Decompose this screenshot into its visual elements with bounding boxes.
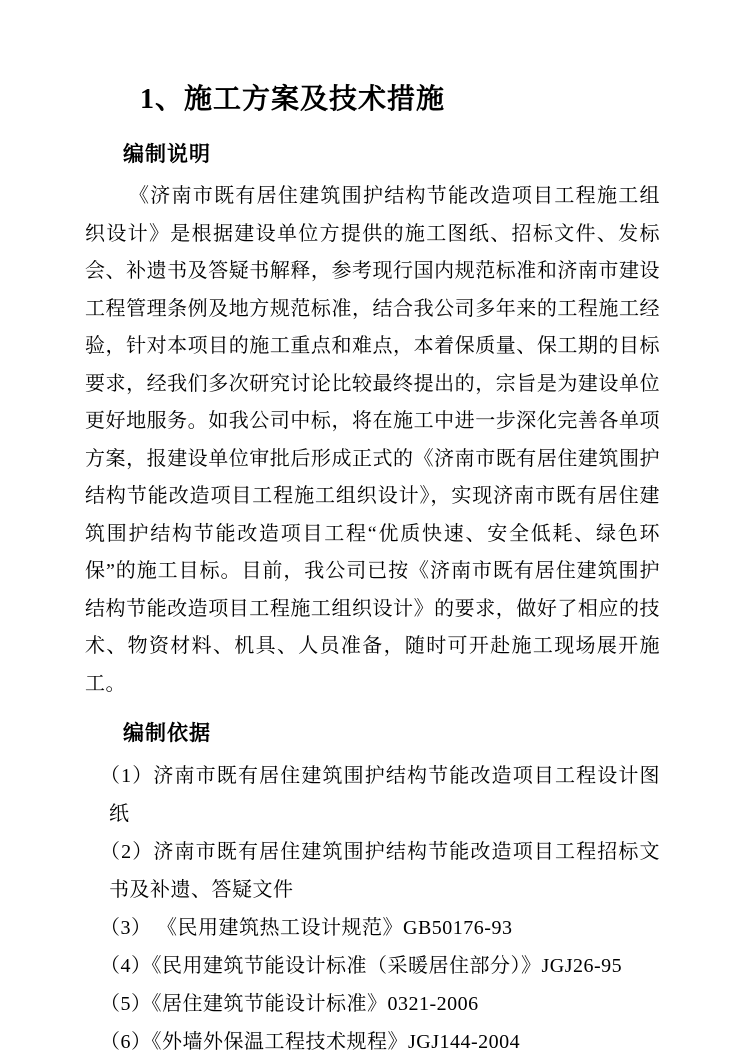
section-compilation-notes (85, 138, 660, 703)
document-title: 1、施工方案及技术措施 (140, 84, 446, 115)
reference-item-3: （3） 《民用建筑热工设计规范》GB50176-93 (100, 917, 513, 940)
reference-list (85, 757, 660, 1052)
compilation-notes-paragraph: 《济南市既有居住建筑围护结构节能改造项目工程施工组织设计》是根据建设单位方提供的施工图纸、招标文件、发标会、补遗书及答疑书解释，参考现行国内规范标准和济南市建设工程管理条例及地方规范标准，结合我公司多年来的工程施工经验，针对本项目的施工重点和难点，本着保质量、保工期的目标要求，经我们多次研究讨论比较最终提出的，宗旨是为建设单位更好地服务。如我公司中标，将在施工中进一步深化完善各单项方案，报建设单位审批后形成正式的《济南市既有居住建筑围护结构节能改造项目工程施工组织设计》，实现济南市既有居住建筑围护结构节能改造项目工程“优质快速、安全低耗、绿色环保”的施工目标。目前，我公司已按《济南市既有居住建筑围护结构节能改造项目工程施工组织设计》的要求，做好了相应的技术、物资材料、机具、人员准备，随时可开赴施工现场展开施工。 (85, 185, 660, 695)
reference-item-2: （2）济南市既有居住建筑围护结构节能改造项目工程招标文书及补遗、答疑文件 (100, 841, 660, 902)
reference-item-5: （5）《居住建筑节能设计标准》0321-2006 (100, 993, 479, 1016)
section-heading-compilation-basis: 编制依据 (123, 721, 211, 746)
section-heading-compilation-notes: 编制说明 (123, 142, 211, 167)
reference-item-6: （6）《外墙外保温工程技术规程》JGJ144-2004 (100, 1031, 521, 1052)
section-compilation-basis (85, 717, 660, 1052)
reference-item-4: （4）《民用建筑节能设计标准（采暖居住部分）》JGJ26-95 (100, 955, 623, 978)
reference-item-1: （1）济南市既有居住建筑围护结构节能改造项目工程设计图纸 (100, 765, 660, 826)
